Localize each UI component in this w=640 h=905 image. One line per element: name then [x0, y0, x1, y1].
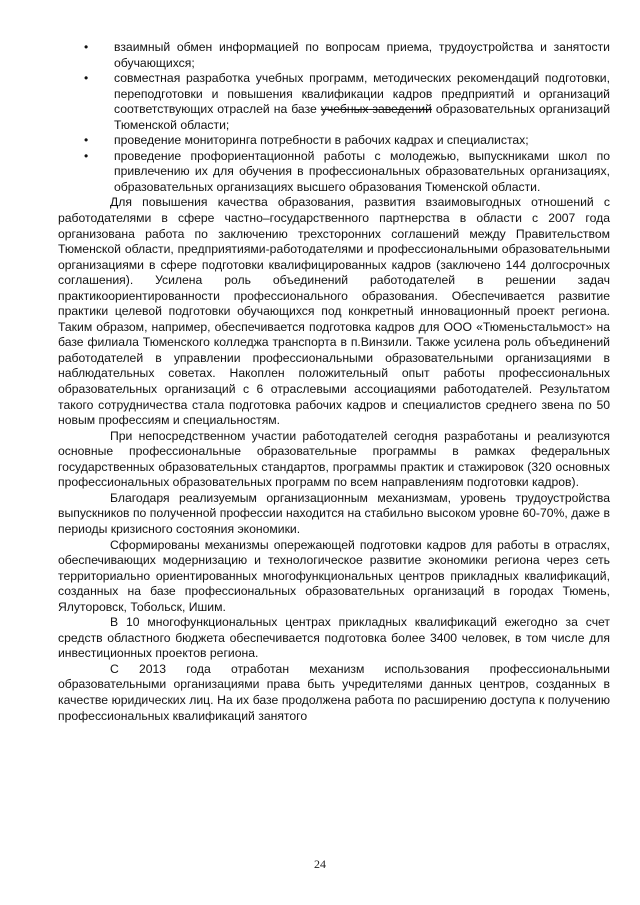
page-number: 24 [314, 857, 326, 871]
bullet-text: проведение мониторинга потребности в рабочих кадрах и специалистах; [114, 133, 529, 148]
bullet-text: образовательных организаций Тюменской области; [114, 102, 611, 132]
bullet-dot-icon: • [84, 71, 89, 86]
paragraph-partnership: Для повышения качества образования, развития взаимовыгодных отношений с работодателями в сфере частно–государственного партнерства в области с 2007 года организована работа по заключению трехсторонних соглашений между Правительством Тюменской области, предприятиями-работодателями и профессиональными образовательными организациями в сфере подготовки квалифицированных кадров (заключено 144 долгосрочных соглашения). Усилена роль объединений работодателей в решении задач практикоориентированности профессионального образования. Обеспечивается развитие практики целевой подготовки обучающихся под конкретный инновационный проект региона. Таким образом, например, обеспечивается подготовка кадров для ООО «Тюменьстальмост» на базе филиала Тюменского колледжа транспорта в п.Винзили. Также усилена роль объединений работодателей в управлении профессиональными образовательными организациями в наблюдательных советах. Накоплен положительный опыт работы профессиональных образовательных организаций с 6 отраслевыми ассоциациями работодателей. Результатом такого сотрудничества стала подготовка рабочих кадров и специалистов среднего звена по 50 новым профессиям и специальностям. [58, 195, 610, 428]
bullet-item-1 [58, 40, 610, 71]
paragraph-employment: Благодаря реализуемым организационным механизмам, уровень трудоустройства выпускников по полученной профессии находится на стабильно высоком уровне 60-70%, даже в периоды кризисного состояния экономики. [58, 490, 610, 536]
bullet-item-4 [58, 149, 610, 196]
document-page [58, 40, 610, 724]
paragraph-programs: При непосредственном участии работодателей сегодня разработаны и реализуются основные профессиональные образовательные программы в рамках федеральных государственных образовательных стандартов, программы практик и стажировок (320 основных профессиональных образовательных программ по всем направлениям подготовки кадров). [58, 428, 610, 490]
bullet-dot-icon: • [84, 148, 89, 163]
bullet-text: проведение профориентационной работы с молодежью, выпускниками школ по привлечению их для обучения в профессиональных образовательных организациях, образовательных организациях высшего образования Тюменской области. [114, 148, 610, 194]
paragraph-centers: В 10 многофункциональных центрах прикладных квалификаций ежегодно за счет средств областного бюджета обеспечивается подготовка более 3400 человек, в том числе для инвестиционных проектов региона. [58, 615, 610, 661]
bullet-item-2 [58, 71, 610, 133]
bullet-text: совместная разработка учебных программ, методических рекомендаций подготовки, переподготовки и повышения квалификации кадров предприятий и организаций соответствующих отраслей на базе [114, 71, 610, 117]
bullet-dot-icon: • [84, 40, 89, 54]
bullet-dot-icon: • [84, 133, 89, 148]
paragraph-mechanisms: Сформированы механизмы опережающей подготовки кадров для работы в отраслях, обеспечивающих модернизацию и технологическое развитие экономики региона через сеть территориально ориентированных многофункциональных центров прикладных квалификаций, созданных на базе профессиональных образовательных организаций в городах Тюмень, Ялуторовск, Тобольск, Ишим. [58, 537, 610, 614]
bullet-item-3 [58, 133, 610, 149]
bullet-list [58, 40, 610, 195]
paragraph-2013: С 2013 года отработан механизм использования профессиональными образовательными организациями права быть учредителями данных центров, созданных в качестве юридических лиц. На их базе продолжена работа по расширению доступа к получению профессиональных квалификаций занятого [58, 661, 610, 723]
struck-text: учебных заведений [320, 102, 432, 117]
bullet-text: взаимный обмен информацией по вопросам приема, трудоустройства и занятости обучающихся; [114, 40, 610, 70]
